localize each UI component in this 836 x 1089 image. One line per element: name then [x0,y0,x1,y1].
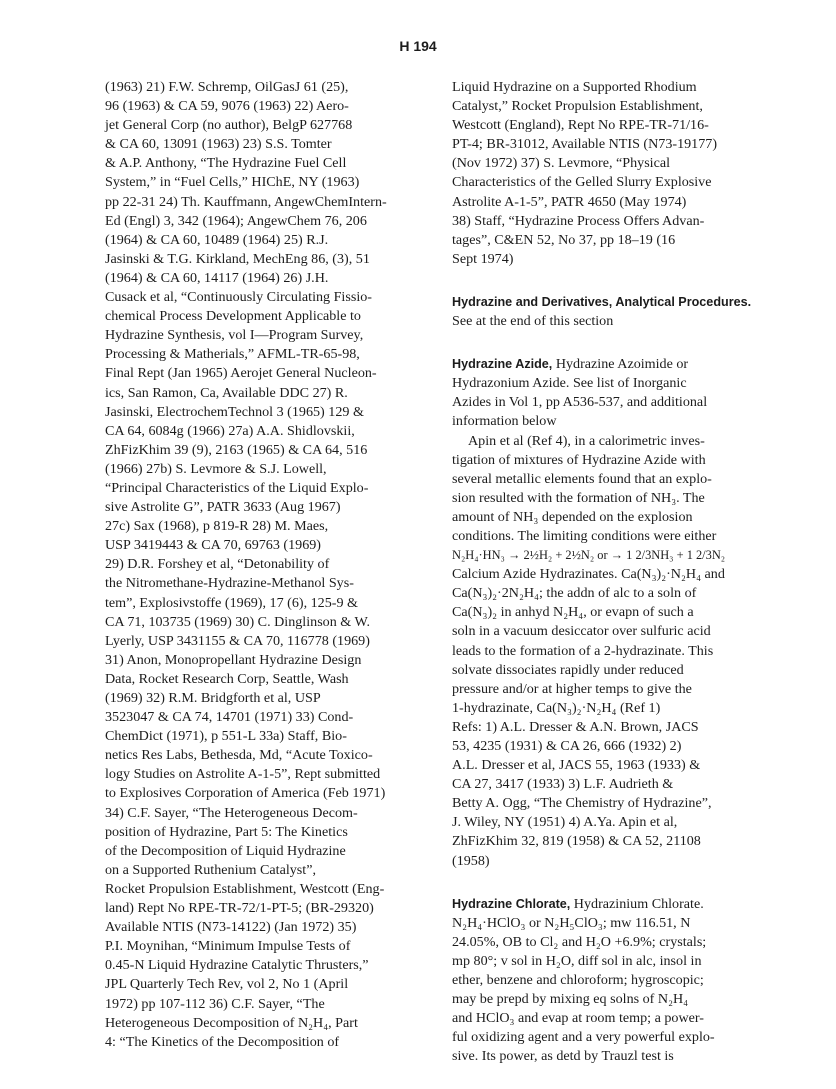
text-line: sive Astrolite G”, PATR 3633 (Aug 1967) [105,499,341,516]
text-line: 4: “The Kinetics of the Decomposition of [105,1033,340,1050]
text-line: Calcium Azide Hydrazinates. Ca(N₃)₂·N₂H₄ and [452,566,725,583]
text-line: Azides in Vol 1, pp A536-537, and additional [452,394,708,411]
text-line: Apin et al (Ref 4), in a calorimetric inves- [468,432,705,449]
text-line: ZhFizKhim 39 (9), 2163 (1965) & CA 64, 516 [105,441,368,458]
text-line: sive. Its power, as detd by Trauzl test is [452,1048,674,1065]
text-line: 29) D.R. Forshey et al, “Detonability of [105,556,330,573]
text-line: Ca(N₃)₂ in anhyd N₂H₄, or evapn of such a [452,604,694,621]
text-line: (1966) 27b) S. Levmore & S.J. Lowell, [105,460,327,477]
text-line: 24.05%, OB to Cl₂ and H₂O +6.9%; crystals; [452,933,707,950]
text-line: 96 (1963) & CA 59, 9076 (1963) 22) Aero- [105,98,349,115]
text-line: Processing & Matherials,” AFML-TR-65-98, [105,346,360,363]
text-line: & A.P. Anthony, “The Hydrazine Fuel Cell [105,155,347,172]
text-line: information below [452,413,557,430]
text-line: CA 71, 103735 (1969) 30) C. Dinglinson & W. [105,613,371,630]
text-line: pressure and/or at higher temps to give the [452,680,692,697]
text-line: 0.45-N Liquid Hydrazine Catalytic Thrusters,” [105,957,369,974]
text-line: Betty A. Ogg, “The Chemistry of Hydrazine”, [452,795,712,812]
text-line: Liquid Hydrazine on a Supported Rhodium [452,79,697,95]
text-line: 31) Anon, Monopropellant Hydrazine Design [105,651,362,668]
section-heading: Hydrazine Azide, [452,357,553,372]
text-line: P.I. Moynihan, “Minimum Impulse Tests of [105,938,351,955]
section-heading: Hydrazine and Derivatives, Analytical Procedures. [452,294,752,309]
azide-section [452,355,768,871]
text-line: Hydrazinium Chlorate. [570,895,704,912]
text-line: ics, San Ramon, Ca, Available DDC 27) R. [105,384,348,401]
text-line: on a Supported Ruthenium Catalyst”, [105,861,316,878]
text-line: several metallic elements found that an explo- [452,470,712,487]
text-line: PT-4; BR-31012, Available NTIS (N73-19177) [452,136,718,153]
text-line: 34) C.F. Sayer, “The Heterogeneous Decom- [105,804,358,821]
text-line: Astrolite A-1-5”, PATR 4650 (May 1974) [452,193,687,210]
analytical-section [452,293,768,331]
text-line: ether, benzene and chloroform; hygroscopic; [452,972,704,989]
text-line: A.L. Dresser et al, JACS 55, 1963 (1933) & [452,757,701,774]
text-line: “Principal Characteristics of the Liquid Explo- [105,479,369,496]
right-column [452,78,768,1067]
text-line: 3523047 & CA 74, 14701 (1971) 33) Cond- [105,709,354,726]
text-line: soln in a vacuum desiccator over sulfuric acid [452,623,711,640]
text-line: (Nov 1972) 37) S. Levmore, “Physical [452,155,671,172]
text-line: Westcott (England), Rept No RPE-TR-71/16- [452,117,709,134]
text-line: Cusack et al, “Continuously Circulating Fissio- [105,289,372,306]
text-line: Lyerly, USP 3431155 & CA 70, 116778 (1969) [105,632,370,649]
text-line: JPL Quarterly Tech Rev, vol 2, No 1 (April [105,976,349,993]
text-line: tigation of mixtures of Hydrazine Azide with [452,451,706,468]
text-line: System,” in “Fuel Cells,” HIChE, NY (1963) [105,174,360,191]
text-line: Ed (Engl) 3, 342 (1964); AngewChem 76, 206 [105,212,367,229]
text-line: Ca(N₃)₂·2N₂H₄; the addn of alc to a soln of [452,585,697,602]
text-line: 38) Staff, “Hydrazine Process Offers Advan- [452,212,705,229]
text-line: position of Hydrazine, Part 5: The Kinetics [105,823,348,840]
text-line: to Explosives Corporation of America (Feb 1971) [105,785,386,802]
text-line: mp 80°; v sol in H₂O, diff sol in alc, insol in [452,952,702,969]
text-line: logy Studies on Astrolite A-1-5”, Rept submitted [105,766,381,783]
text-line: Data, Rocket Research Corp, Seattle, Wash [105,670,349,687]
text-line: N₂H₄·HClO₃ or N₂H₅ClO₃; mw 116.51, N [452,914,691,931]
text-line: chemical Process Development Applicable to [105,308,361,325]
text-line: Hydrazine Azoimide or [552,356,689,373]
text-line: leads to the formation of a 2-hydrazinate. This [452,642,714,659]
chlorate-section [452,895,768,1067]
text-line: of the Decomposition of Liquid Hydrazine [105,842,346,859]
text-line: conditions. The limiting conditions were either [452,527,717,544]
text-line: (1963) 21) F.W. Schremp, OilGasJ 61 (25), [105,79,349,95]
text-line: land) Rept No RPE-TR-72/1-PT-5; (BR-29320) [105,900,374,917]
text-line: Refs: 1) A.L. Dresser & A.N. Brown, JACS [452,718,699,735]
text-line: 53, 4235 (1931) & CA 26, 666 (1932) 2) [452,738,682,754]
text-line: and HClO₃ and evap at room temp; a power- [452,1010,704,1027]
text-line: Rocket Propulsion Establishment, Westcott (Eng- [105,880,385,897]
text-line: amount of NH₃ depended on the explosion [452,508,693,525]
text-line: 1-hydrazinate, Ca(N₃)₂·N₂H₄ (Ref 1) [452,699,661,716]
text-line: J. Wiley, NY (1951) 4) A.Ya. Apin et al, [452,814,678,831]
text-line: Sept 1974) [452,250,514,267]
text-line: may be prepd by mixing eq solns of N₂H₄ [452,991,689,1008]
text-line: netics Res Labs, Bethesda, Md, “Acute Toxico- [105,747,373,764]
text-line: Characteristics of the Gelled Slurry Explosive [452,174,712,191]
text-line: CA 64, 6084g (1966) 27a) A.A. Shidlovskii, [105,422,355,439]
text-line: See at the end of this section [452,313,614,330]
text-line: CA 27, 3417 (1933) 3) L.F. Audrieth & [452,776,674,793]
text-line: (1969) 32) R.M. Bridgforth et al, USP [105,690,321,706]
text-line: Jasinski, ElectrochemTechnol 3 (1965) 129 & [105,403,364,420]
left-column [105,78,410,1052]
text-line: pp 22-31 24) Th. Kauffmann, AngewChemIntern- [105,193,387,210]
section-heading: Hydrazine Chlorate, [452,896,571,911]
text-line: ZhFizKhim 32, 819 (1958) & CA 52, 21108 [452,833,701,850]
text-line: jet General Corp (no author), BelgP 627768 [105,117,353,134]
text-line: Jasinski & T.G. Kirkland, MechEng 86, (3), 51 [105,250,370,267]
text-line: Final Rept (Jan 1965) Aerojet General Nucleon- [105,365,377,382]
text-line: ChemDict (1971), p 551-L 33a) Staff, Bio- [105,728,347,745]
text-line: USP 3419443 & CA 70, 69763 (1969) [105,537,321,554]
page-header: H 194 [399,38,437,54]
text-line: Hydrazine Synthesis, vol I—Program Survey, [105,327,364,344]
text-line: ful oxidizing agent and a very powerful explo- [452,1029,715,1046]
text-line: (1964) & CA 60, 14117 (1964) 26) J.H. [105,269,329,286]
text-line: the Nitromethane-Hydrazine-Methanol Sys- [105,575,354,592]
text-line: Hydrazonium Azide. See list of Inorganic [452,375,687,392]
text-line: Available NTIS (N73-14122) (Jan 1972) 35) [105,919,357,936]
text-line: 27c) Sax (1968), p 819-R 28) M. Maes, [105,518,329,535]
text-line: Heterogeneous Decomposition of N₂H₄, Part [105,1014,358,1031]
text-line: solvate dissociates rapidly under reduced [452,661,684,678]
text-line: Catalyst,” Rocket Propulsion Establishment, [452,98,703,115]
reaction-equation: N₂H₄·HN₃ → 2½H₂ + 2½N₂ or → 1 2/3NH₃ + 1 2/3N₂ [452,548,726,563]
text-line: 1972) pp 107-112 36) C.F. Sayer, “The [105,995,325,1012]
text-line: sion resulted with the formation of NH₃. The [452,489,705,506]
text-line: tages”, C&EN 52, No 37, pp 18–19 (16 [452,231,676,248]
text-line: (1964) & CA 60, 10489 (1964) 25) R.J. [105,231,329,248]
text-line: (1958) [452,852,490,869]
text-line: & CA 60, 13091 (1963) 23) S.S. Tomter [105,136,332,153]
text-line: tem”, Explosivstoffe (1969), 17 (6), 125-9 & [105,594,358,611]
